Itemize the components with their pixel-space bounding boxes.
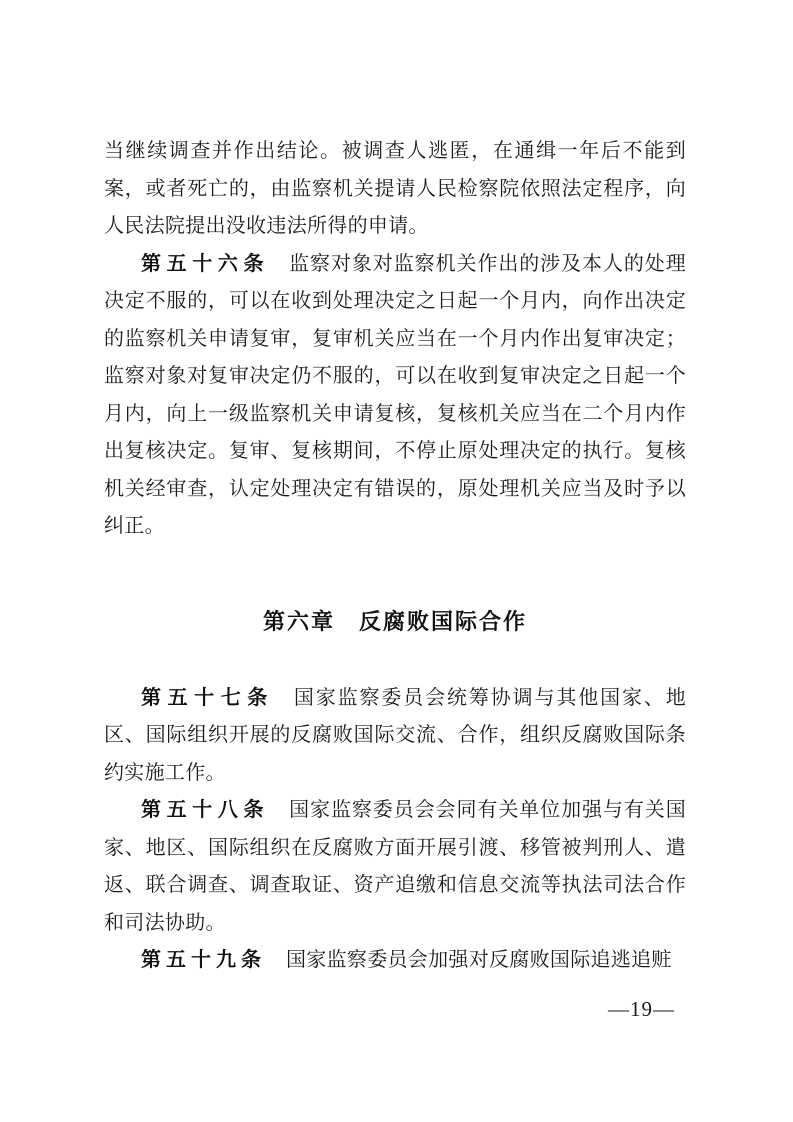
paragraph-text: 监察对象对监察机关作出的涉及本人的处理决定不服的，可以在收到处理决定之日起一个月内，向作出决定的监察机关申请复审，复审机关应当在一个月内作出复审决定；监察对象对复审决定仍不服的，可以在收到复审决定之日起一个月内，向上一级监察机关申请复核，复核机关应当在二个月内作出复核决定。复审、复核期间，不停止原处理决定的执行。复核机关经审查，认定处理决定有错误的，原处理机关应当及时予以纠正。 xyxy=(104,252,686,537)
article-number-label: 第五十八条 xyxy=(141,799,270,821)
article-number-label: 第五十七条 xyxy=(141,686,274,709)
paragraph-text: 国家监察委员会统筹协调与其他国家、地区、国际组织开展的反腐败国际交流、合作，组织反腐败国际条约实施工作。 xyxy=(104,686,687,784)
paragraph-continuation xyxy=(104,133,686,246)
paragraph-article-56 xyxy=(104,246,686,546)
chapter-heading: 第六章 反腐败国际合作 xyxy=(262,608,527,634)
paragraph-text: 国家监察委员会会同有关单位加强与有关国家、地区、国际组织在反腐败方面开展引渡、移管被判刑人、遣返、联合调查、调查取证、资产追缴和信息交流等执法司法合作和司法协助。 xyxy=(104,799,686,934)
paragraph-text: 国家监察委员会加强对反腐败国际追逃追赃 xyxy=(286,949,672,971)
document-body xyxy=(104,133,686,980)
paragraph-article-58 xyxy=(104,792,686,942)
paragraph-text: 当继续调查并作出结论。被调查人逃匿，在通缉一年后不能到案，或者死亡的，由监察机关提请人民检察院依照法定程序，向人民法院提出没收违法所得的申请。 xyxy=(104,140,686,237)
page-number: —19— xyxy=(608,997,675,1021)
paragraph-article-57 xyxy=(104,680,686,793)
article-number-label: 第五十六条 xyxy=(141,252,270,275)
paragraph-article-59 xyxy=(104,942,686,980)
article-number-label: 第五十九条 xyxy=(141,949,266,971)
